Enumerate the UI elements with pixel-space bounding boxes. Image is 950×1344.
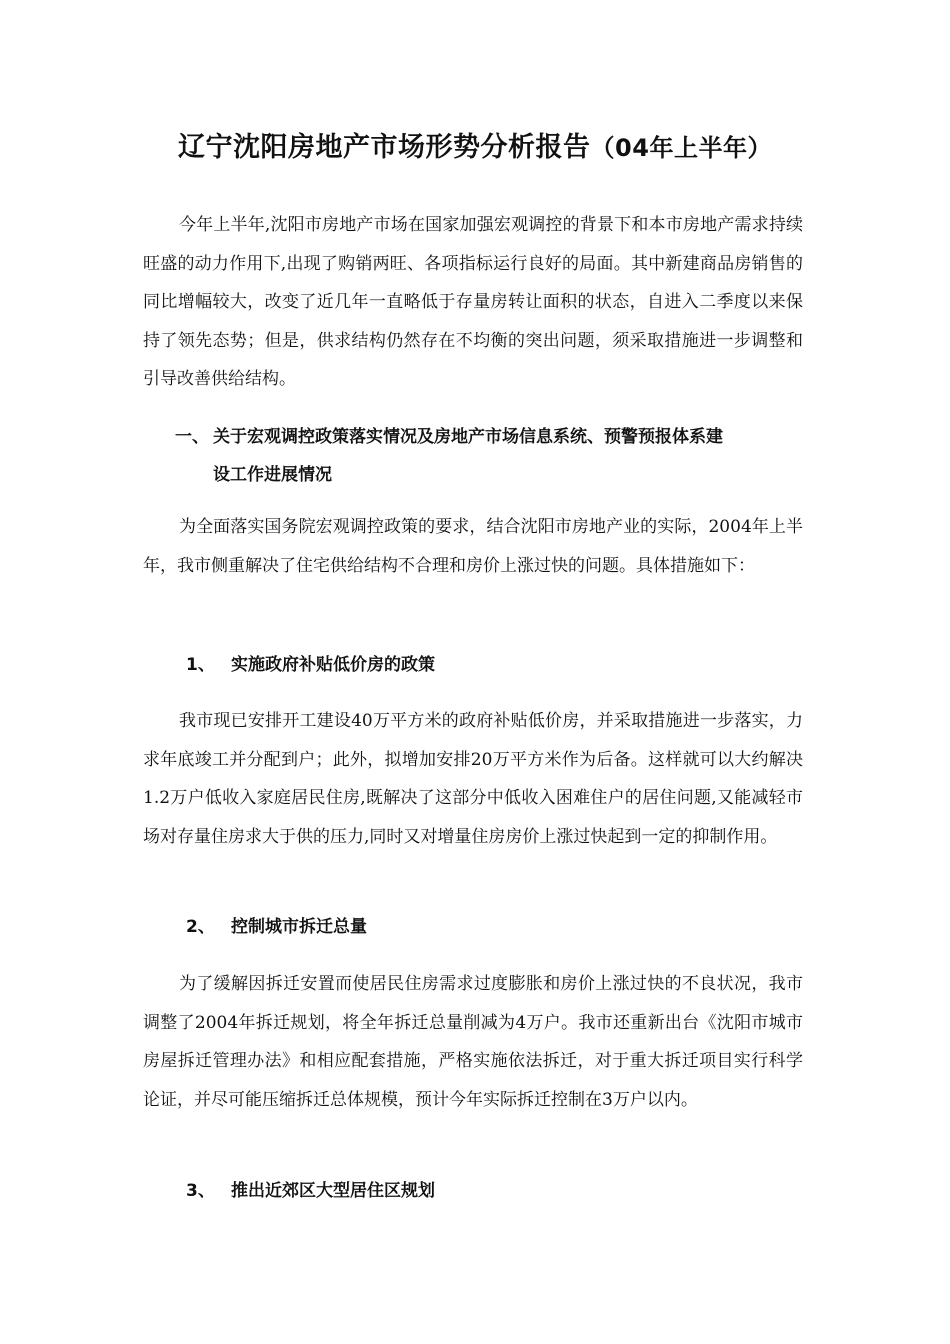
section-1-paragraph: 为全面落实国务院宏观调控政策的要求，结合沈阳市房地产业的实际，2004年上半年，我市侧重解决了住宅供给结构不合理和房价上涨过快的问题。具体措施如下： (143, 517, 803, 576)
section-1-title-line2: 设工作进展情况 (213, 465, 332, 485)
intro-paragraph: 今年上半年,沈阳市房地产市场在国家加强宏观调控的背景下和本市房地产需求持续旺盛的动力作用下,出现了购销两旺、各项指标运行良好的局面。其中新建商品房销售的同比增幅较大，改变了近几年一直略低于存量房转让面积的状态，自进入二季度以来保持了领先态势；但是，供求结构仍然存在不均衡的突出问题，须采取措施进一步调整和引导改善供给结构。 (143, 215, 803, 389)
subsection-2-title: 控制城市拆迁总量 (231, 917, 367, 937)
section-1-title-line1: 关于宏观调控政策落实情况及房地产市场信息系统、预警预报体系建 (213, 427, 723, 447)
subsection-2-number: 2、 (186, 917, 215, 937)
subsection-1-paragraph: 我市现已安排开工建设40万平方米的政府补贴低价房，并采取措施进一步落实，力求年底竣工并分配到户；此外，拟增加安排20万平方米作为后备。这样就可以大约解决1.2万户低收入家庭居民住房,既解决了这部分中低收入困难住户的居住问题,又能减轻市场对存量住房求大于供的压力,同时又对增量住房房价上涨过快起到一定的抑制作用。 (143, 711, 803, 847)
subsection-1-title: 实施政府补贴低价房的政策 (231, 655, 435, 675)
subsection-1-heading (186, 646, 786, 684)
document-title (0, 128, 950, 168)
subsection-3-title: 推出近郊区大型居住区规划 (231, 1181, 435, 1201)
subsection-1-number: 1、 (186, 655, 215, 675)
section-1-heading (175, 418, 815, 494)
subsection-2-heading (186, 908, 786, 946)
subsection-3-heading (186, 1172, 786, 1210)
section-1-number: 一、 (175, 427, 209, 447)
subsection-3-number: 3、 (186, 1181, 215, 1201)
subsection-2-paragraph: 为了缓解因拆迁安置而使居民住房需求过度膨胀和房价上涨过快的不良状况，我市调整了2004年拆迁规划，将全年拆迁总量削减为4万户。我市还重新出台《沈阳市城市房屋拆迁管理办法》和相应配套措施，严格实施依法拆迁，对于重大拆迁项目实行科学论证，并尽可能压缩拆迁总体规模，预计今年实际拆迁控制在3万户以内。 (143, 974, 803, 1110)
title-main: 辽宁沈阳房地产市场形势分析报告 (178, 132, 591, 163)
title-period: （04年上半年） (590, 134, 772, 162)
